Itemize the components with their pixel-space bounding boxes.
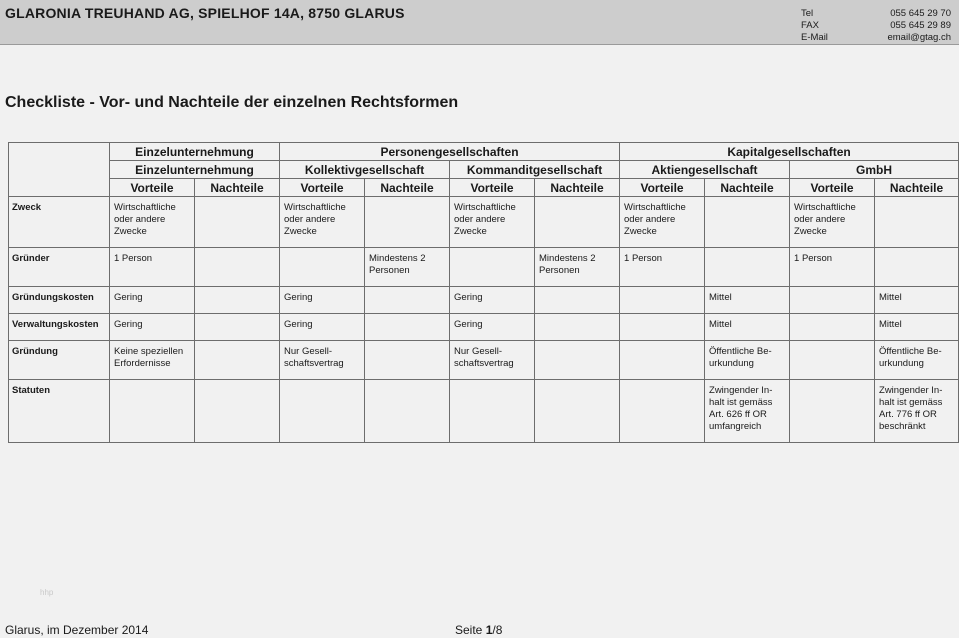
table-cell: Mittel: [705, 314, 790, 341]
row-label: Verwaltungskosten: [9, 314, 110, 341]
contact-value: 055 645 29 89: [890, 20, 951, 31]
table-cell: [365, 197, 450, 248]
corner-cell: [9, 143, 110, 197]
contact-label: FAX: [801, 20, 819, 31]
table-cell: Wirtschaftliche oder andere Zwecke: [450, 197, 535, 248]
contact-value: email@gtag.ch: [887, 32, 951, 43]
watermark: hhp: [40, 588, 54, 597]
contact-row-fax: [801, 20, 951, 32]
table-cell: Gering: [450, 314, 535, 341]
table-cell: Gering: [280, 314, 365, 341]
table-cell: Keine speziellen Erfordernisse: [110, 341, 195, 380]
table-cell: Mittel: [875, 287, 959, 314]
table-cell: [365, 287, 450, 314]
con-header: Nachteile: [365, 179, 450, 197]
table-cell: Wirtschaftliche oder andere Zwecke: [620, 197, 705, 248]
table-cell: [790, 341, 875, 380]
group-header-kapital: Kapitalgesellschaften: [620, 143, 959, 161]
contact-block: [801, 8, 951, 44]
table-cell: [195, 341, 280, 380]
table-cell: [450, 380, 535, 443]
table-cell: [365, 380, 450, 443]
table-cell: [110, 380, 195, 443]
contact-row-email: [801, 32, 951, 44]
table-cell: [365, 314, 450, 341]
table-cell: [195, 380, 280, 443]
table-row: [9, 248, 959, 287]
table-cell: [875, 248, 959, 287]
footer-page-number: [455, 623, 502, 637]
subgroup-header-gmbh: GmbH: [790, 161, 959, 179]
subgroup-header-einzel: Einzelunternehmung: [110, 161, 280, 179]
table-cell: 1 Person: [110, 248, 195, 287]
table-cell: [875, 197, 959, 248]
table-cell: [280, 380, 365, 443]
table-cell: [450, 248, 535, 287]
table-cell: [705, 197, 790, 248]
con-header: Nachteile: [195, 179, 280, 197]
pro-header: Vorteile: [620, 179, 705, 197]
row-label: Zweck: [9, 197, 110, 248]
group-header-personen: Personengesellschaften: [280, 143, 620, 161]
contact-value: 055 645 29 70: [890, 8, 951, 19]
pro-header: Vorteile: [450, 179, 535, 197]
table-cell: Mittel: [875, 314, 959, 341]
table-row: [9, 314, 959, 341]
contact-row-tel: [801, 8, 951, 20]
table-cell: [620, 341, 705, 380]
table-cell: [705, 248, 790, 287]
table-cell: Nur Gesell- schaftsvertrag: [450, 341, 535, 380]
table-cell: Öffentliche Be- urkundung: [705, 341, 790, 380]
table-cell: Wirtschaftliche oder andere Zwecke: [280, 197, 365, 248]
subgroup-header-kommandit: Kommanditgesellschaft: [450, 161, 620, 179]
pro-header: Vorteile: [110, 179, 195, 197]
table-cell: [195, 314, 280, 341]
contact-label: Tel: [801, 8, 814, 19]
pro-header: Vorteile: [790, 179, 875, 197]
page-current: 1: [485, 623, 493, 637]
row-label: Gründer: [9, 248, 110, 287]
pro-con-header-row: [9, 179, 959, 197]
table-cell: [620, 314, 705, 341]
con-header: Nachteile: [705, 179, 790, 197]
table-cell: [535, 314, 620, 341]
table-cell: Zwingender In- halt ist gemäss Art. 626 ff OR umfangreich: [705, 380, 790, 443]
table-cell: Wirtschaftliche oder andere Zwecke: [790, 197, 875, 248]
pro-header: Vorteile: [280, 179, 365, 197]
con-header: Nachteile: [535, 179, 620, 197]
table-cell: Zwingender In- halt ist gemäss Art. 776 ff OR beschränkt: [875, 380, 959, 443]
subgroup-header-kollektiv: Kollektivgesellschaft: [280, 161, 450, 179]
table-cell: Öffentliche Be- urkundung: [875, 341, 959, 380]
table-cell: [620, 287, 705, 314]
subgroup-header-aktien: Aktiengesellschaft: [620, 161, 790, 179]
contact-label: E-Mail: [801, 32, 828, 43]
table-cell: Mittel: [705, 287, 790, 314]
group-header-row: [9, 143, 959, 161]
group-header-einzel: Einzelunternehmung: [110, 143, 280, 161]
table-cell: [195, 197, 280, 248]
table-body: [9, 197, 959, 443]
table-cell: Gering: [110, 287, 195, 314]
row-label: Gründung: [9, 341, 110, 380]
table-cell: [790, 380, 875, 443]
table-cell: Nur Gesell- schaftsvertrag: [280, 341, 365, 380]
table-cell: [790, 314, 875, 341]
table-cell: 1 Person: [620, 248, 705, 287]
table-cell: Gering: [280, 287, 365, 314]
table-cell: Wirtschaftliche oder andere Zwecke: [110, 197, 195, 248]
page-title: Checkliste - Vor- und Nachteile der einzelnen Rechtsformen: [5, 94, 459, 111]
table-cell: Mindestens 2 Personen: [535, 248, 620, 287]
row-label: Statuten: [9, 380, 110, 443]
letterhead-bar: [0, 0, 959, 45]
table-row: [9, 341, 959, 380]
table-cell: [535, 380, 620, 443]
table-row: [9, 287, 959, 314]
table-cell: [280, 248, 365, 287]
table-cell: Gering: [110, 314, 195, 341]
table-cell: [620, 380, 705, 443]
table-row: [9, 197, 959, 248]
company-name: GLARONIA TREUHAND AG, SPIELHOF 14A, 8750 GLARUS: [5, 5, 405, 21]
table-row: [9, 380, 959, 443]
table-cell: 1 Person: [790, 248, 875, 287]
page-prefix: Seite: [455, 623, 483, 637]
table-cell: Mindestens 2 Personen: [365, 248, 450, 287]
table-cell: [365, 341, 450, 380]
table-cell: [535, 341, 620, 380]
table-cell: [535, 287, 620, 314]
table-cell: [535, 197, 620, 248]
page-total: /8: [492, 623, 503, 637]
subgroup-header-row: [9, 161, 959, 179]
table-cell: Gering: [450, 287, 535, 314]
table-cell: [195, 287, 280, 314]
table-cell: [195, 248, 280, 287]
table-cell: [790, 287, 875, 314]
footer-place-date: Glarus, im Dezember 2014: [5, 623, 149, 637]
row-label: Gründungskosten: [9, 287, 110, 314]
comparison-table: [8, 142, 959, 443]
con-header: Nachteile: [875, 179, 959, 197]
